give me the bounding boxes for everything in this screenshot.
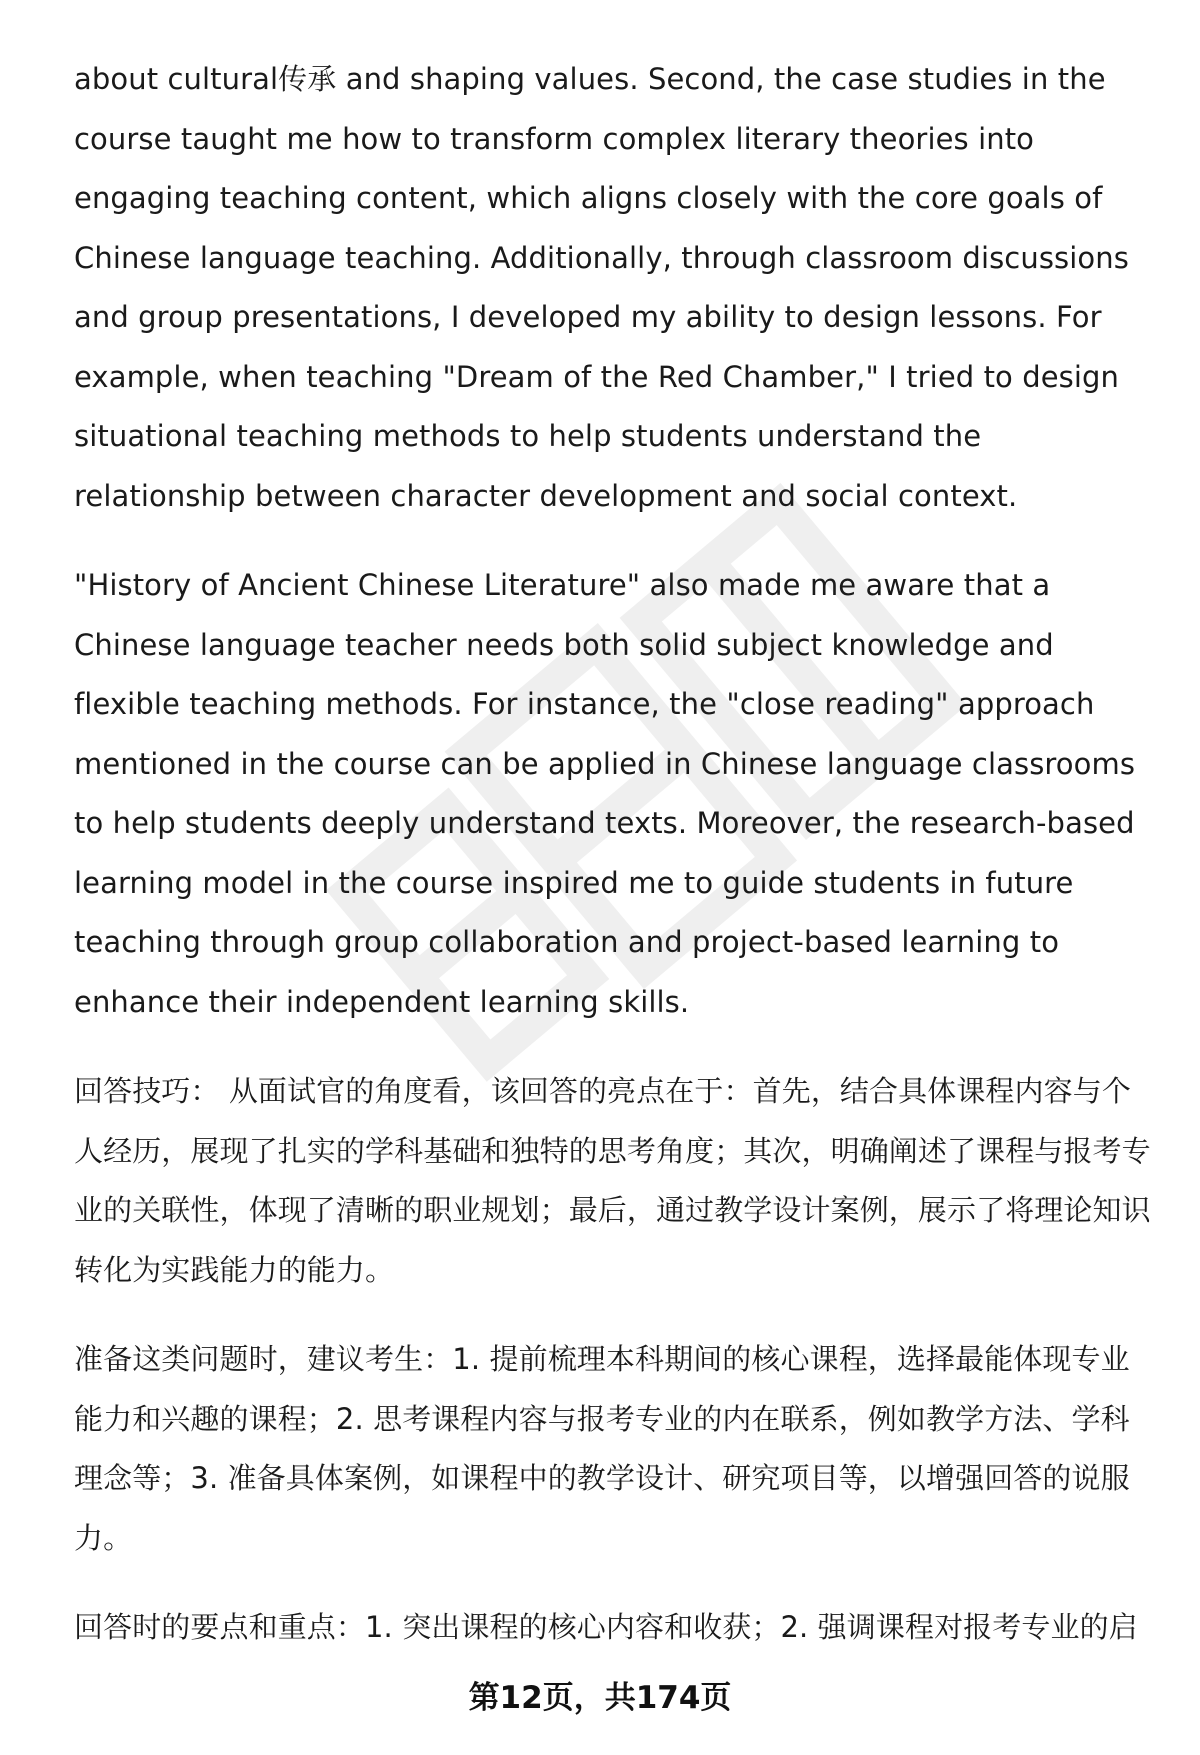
paragraph-course-case-studies: about cultural传承 and shaping values. Second, the case studies in the course taught me how to transform complex literary theories into engaging teaching content, which aligns closely with the core goals of Chinese language teaching. Additionally, through classroom discussions and group presentations, I developed my ability to design lessons. For example, when teaching "Dream of the Red Chamber," I tried to design situational teaching methods to help students understand the relationship between character development and social context.	[74, 62, 1129, 513]
paragraph-ancient-literature: "History of Ancient Chinese Literature" also made me aware that a Chinese language teacher needs both solid subject knowledge and flexible teaching methods. For instance, the "close reading" approach mentioned in the course can be applied in Chinese language classrooms to help students deeply understand texts. Moreover, the research-based learning model in the course inspired me to guide students in future teaching through group collaboration and project-based learning to enhance their independent learning skills.	[74, 568, 1136, 1019]
document-body	[74, 50, 1154, 1688]
page-number-footer: 第12页，共174页	[468, 1680, 732, 1716]
paragraph-preparation-advice: 准备这类问题时，建议考生：1. 提前梳理本科期间的核心课程，选择最能体现专业能力和兴趣的课程；2. 思考课程内容与报考专业的内在联系，例如教学方法、学科理念等；3. 准备具体案例，如课程中的教学设计、研究项目等，以增强回答的说服力。	[74, 1342, 1130, 1555]
paragraph-answer-tips: 回答技巧： 从面试官的角度看，该回答的亮点在于：首先，结合具体课程内容与个人经历，展现了扎实的学科基础和独特的思考角度；其次，明确阐述了课程与报考专业的关联性，体现了清晰的职业规划；最后，通过教学设计案例，展示了将理论知识转化为实践能力的能力。	[74, 1074, 1151, 1287]
paragraph-key-points: 回答时的要点和重点：1. 突出课程的核心内容和收获；2. 强调课程对报考专业的启	[74, 1610, 1138, 1644]
